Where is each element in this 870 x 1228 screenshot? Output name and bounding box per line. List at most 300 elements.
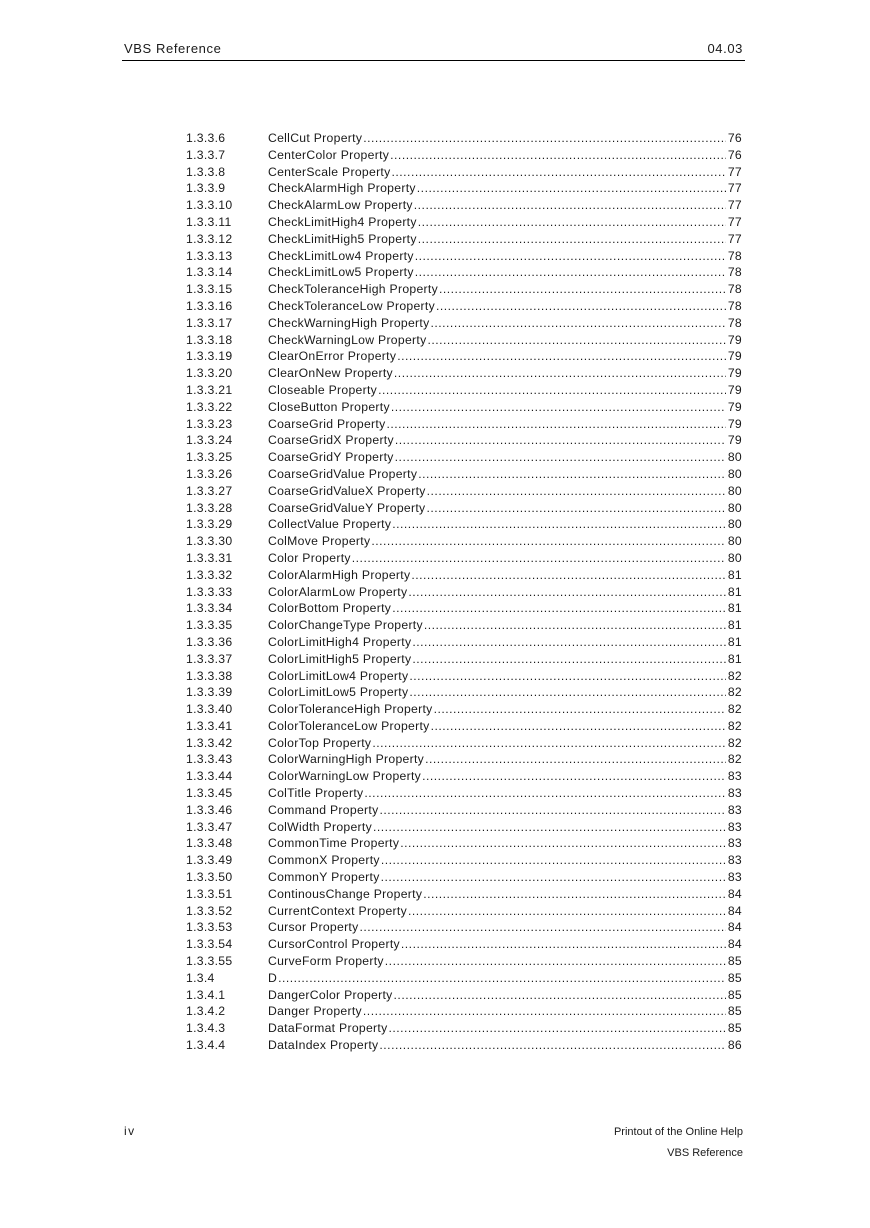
toc-dot-leader bbox=[389, 1020, 726, 1037]
toc-dot-leader bbox=[372, 735, 726, 752]
toc-entry[interactable] bbox=[186, 231, 742, 248]
toc-entry-title-line bbox=[268, 718, 742, 735]
toc-dot-leader bbox=[278, 970, 726, 987]
toc-entry[interactable] bbox=[186, 197, 742, 214]
footer-page-number: iv bbox=[124, 1124, 136, 1138]
toc-entry-page: 82 bbox=[727, 702, 742, 717]
toc-entry-title: ColorToleranceLow Property bbox=[268, 718, 430, 733]
toc-entry-title-line bbox=[268, 264, 742, 281]
toc-entry-title: CheckWarningHigh Property bbox=[268, 315, 430, 330]
toc-entry-number: 1.3.3.47 bbox=[186, 819, 233, 834]
toc-entry-page: 80 bbox=[727, 550, 742, 565]
page-header bbox=[122, 40, 745, 61]
toc-entry-page: 85 bbox=[727, 970, 742, 985]
toc-entry-number: 1.3.3.9 bbox=[186, 181, 226, 196]
toc-entry-number: 1.3.4.2 bbox=[186, 1004, 226, 1019]
toc-entry-page: 77 bbox=[727, 164, 742, 179]
toc-dot-leader bbox=[394, 987, 726, 1004]
toc-entry-title: CoarseGrid Property bbox=[268, 416, 386, 431]
toc-entry-title: CollectValue Property bbox=[268, 517, 392, 532]
toc-dot-leader bbox=[418, 214, 726, 231]
toc-dot-leader bbox=[418, 231, 726, 248]
toc-entry-number: 1.3.3.49 bbox=[186, 853, 233, 868]
footer-line-1: Printout of the Online Help bbox=[613, 1126, 743, 1138]
toc-entry-page: 79 bbox=[727, 349, 742, 364]
toc-entry-page: 86 bbox=[727, 1038, 742, 1053]
toc-entry-number: 1.3.3.25 bbox=[186, 450, 233, 465]
toc-entry-title: ColTitle Property bbox=[268, 786, 364, 801]
toc-dot-leader bbox=[427, 483, 726, 500]
toc-dot-leader bbox=[427, 332, 725, 349]
toc-entry[interactable] bbox=[186, 500, 742, 517]
toc-entry-number: 1.3.4.3 bbox=[186, 1021, 226, 1036]
toc-entry-number: 1.3.3.21 bbox=[186, 382, 233, 397]
toc-entry-title-line bbox=[268, 819, 742, 836]
toc-entry-number: 1.3.3.34 bbox=[186, 601, 233, 616]
toc-entry[interactable] bbox=[186, 718, 742, 735]
toc-entry-title-line bbox=[268, 768, 742, 785]
toc-entry[interactable] bbox=[186, 1020, 742, 1037]
toc-entry-title: CoarseGridX Property bbox=[268, 433, 394, 448]
toc-entry-number: 1.3.3.18 bbox=[186, 332, 233, 347]
toc-entry-number: 1.3.3.31 bbox=[186, 550, 233, 565]
toc-entry[interactable] bbox=[186, 449, 742, 466]
toc-entry-page: 85 bbox=[727, 987, 742, 1002]
toc-entry-title-line bbox=[268, 399, 742, 416]
toc-entry[interactable] bbox=[186, 332, 742, 349]
toc-entry-title-line bbox=[268, 348, 742, 365]
toc-entry[interactable] bbox=[186, 785, 742, 802]
toc-entry-number: 1.3.3.20 bbox=[186, 366, 233, 381]
toc-entry-number: 1.3.3.46 bbox=[186, 802, 233, 817]
footer-line-2: VBS Reference bbox=[667, 1147, 743, 1159]
toc-entry[interactable] bbox=[186, 819, 742, 836]
table-of-contents bbox=[186, 130, 742, 1054]
toc-entry-number: 1.3.3.7 bbox=[186, 147, 226, 162]
header-version: 04.03 bbox=[707, 41, 743, 56]
toc-entry-number: 1.3.3.17 bbox=[186, 315, 233, 330]
toc-entry[interactable] bbox=[186, 399, 742, 416]
toc-entry-number: 1.3.3.36 bbox=[186, 634, 233, 649]
toc-entry-page: 80 bbox=[727, 534, 742, 549]
toc-dot-leader bbox=[363, 1003, 726, 1020]
toc-entry-title-line bbox=[268, 785, 742, 802]
toc-dot-leader bbox=[381, 852, 726, 869]
toc-entry-page: 78 bbox=[727, 265, 742, 280]
toc-dot-leader bbox=[386, 416, 725, 433]
toc-entry-title: ColorLimitLow5 Property bbox=[268, 685, 409, 700]
toc-dot-leader bbox=[431, 718, 726, 735]
toc-entry-page: 77 bbox=[727, 214, 742, 229]
toc-dot-leader bbox=[371, 533, 726, 550]
toc-entry[interactable] bbox=[186, 264, 742, 281]
toc-dot-leader bbox=[373, 819, 726, 836]
toc-entry-number: 1.3.3.38 bbox=[186, 668, 233, 683]
toc-entry-title: CommonY Property bbox=[268, 870, 380, 885]
toc-entry[interactable] bbox=[186, 432, 742, 449]
toc-entry[interactable] bbox=[186, 617, 742, 634]
toc-entry[interactable] bbox=[186, 735, 742, 752]
toc-entry-title-line bbox=[268, 466, 742, 483]
toc-entry[interactable] bbox=[186, 315, 742, 332]
toc-entry-title: CheckLimitLow4 Property bbox=[268, 248, 414, 263]
toc-entry[interactable] bbox=[186, 281, 742, 298]
toc-entry-number: 1.3.3.22 bbox=[186, 399, 233, 414]
toc-entry-number: 1.3.3.42 bbox=[186, 735, 233, 750]
toc-entry-title: CoarseGridValueY Property bbox=[268, 500, 426, 515]
toc-entry[interactable] bbox=[186, 634, 742, 651]
toc-entry-title-line bbox=[268, 365, 742, 382]
toc-entry-title: CommonX Property bbox=[268, 853, 380, 868]
toc-entry-title-line bbox=[268, 248, 742, 265]
toc-entry-title: CoarseGridY Property bbox=[268, 450, 394, 465]
toc-entry-page: 77 bbox=[727, 198, 742, 213]
toc-dot-leader bbox=[431, 315, 726, 332]
toc-entry-page: 82 bbox=[727, 752, 742, 767]
toc-entry-number: 1.3.3.8 bbox=[186, 164, 226, 179]
toc-dot-leader bbox=[392, 600, 726, 617]
toc-entry-number: 1.3.3.12 bbox=[186, 231, 233, 246]
toc-entry-page: 84 bbox=[727, 886, 742, 901]
toc-dot-leader bbox=[425, 751, 726, 768]
toc-entry[interactable] bbox=[186, 886, 742, 903]
toc-dot-leader bbox=[397, 348, 726, 365]
toc-entry-title-line bbox=[268, 332, 742, 349]
toc-entry-number: 1.3.3.50 bbox=[186, 870, 233, 885]
toc-entry-title: ColorLimitHigh5 Property bbox=[268, 651, 412, 666]
toc-entry-title-line bbox=[268, 617, 742, 634]
toc-entry-page: 78 bbox=[727, 282, 742, 297]
toc-entry-title-line bbox=[268, 432, 742, 449]
toc-entry-number: 1.3.3.37 bbox=[186, 651, 233, 666]
toc-entry-number: 1.3.3.15 bbox=[186, 282, 233, 297]
toc-entry[interactable] bbox=[186, 550, 742, 567]
toc-entry-page: 81 bbox=[727, 584, 742, 599]
toc-entry-number: 1.3.3.43 bbox=[186, 752, 233, 767]
toc-dot-leader bbox=[408, 903, 726, 920]
toc-entry-number: 1.3.3.33 bbox=[186, 584, 233, 599]
toc-entry[interactable] bbox=[186, 382, 742, 399]
toc-entry-page: 81 bbox=[727, 651, 742, 666]
toc-entry-title-line bbox=[268, 1003, 742, 1020]
toc-entry-title-line bbox=[268, 684, 742, 701]
toc-entry-title-line bbox=[268, 1020, 742, 1037]
toc-entry-page: 78 bbox=[727, 315, 742, 330]
toc-entry-title-line bbox=[268, 214, 742, 231]
toc-entry[interactable] bbox=[186, 751, 742, 768]
toc-entry[interactable] bbox=[186, 802, 742, 819]
toc-entry[interactable] bbox=[186, 298, 742, 315]
toc-entry-title-line bbox=[268, 180, 742, 197]
toc-dot-leader bbox=[439, 281, 726, 298]
toc-dot-leader bbox=[395, 449, 726, 466]
toc-entry-title: ColorWarningHigh Property bbox=[268, 752, 425, 767]
toc-entry-number: 1.3.3.41 bbox=[186, 718, 233, 733]
toc-entry-page: 81 bbox=[727, 601, 742, 616]
toc-entry-title-line bbox=[268, 869, 742, 886]
toc-entry-number: 1.3.3.11 bbox=[186, 214, 232, 229]
toc-entry-title: CheckLimitHigh5 Property bbox=[268, 231, 417, 246]
toc-dot-leader bbox=[379, 802, 725, 819]
toc-dot-leader bbox=[434, 701, 726, 718]
toc-entry-title-line bbox=[268, 281, 742, 298]
toc-entry-title: CheckToleranceHigh Property bbox=[268, 282, 438, 297]
toc-entry-title-line bbox=[268, 886, 742, 903]
toc-entry-page: 80 bbox=[727, 450, 742, 465]
toc-entry[interactable] bbox=[186, 348, 742, 365]
toc-entry-title: ColorWarningLow Property bbox=[268, 769, 422, 784]
toc-entry-title: Cursor Property bbox=[268, 920, 359, 935]
toc-entry-page: 79 bbox=[727, 382, 742, 397]
toc-entry-page: 79 bbox=[727, 433, 742, 448]
toc-entry-title: Danger Property bbox=[268, 1004, 362, 1019]
toc-entry-number: 1.3.4 bbox=[186, 970, 215, 985]
toc-dot-leader bbox=[352, 550, 726, 567]
toc-entry-number: 1.3.4.1 bbox=[186, 987, 226, 1002]
toc-entry[interactable] bbox=[186, 919, 742, 936]
toc-entry-title: CloseButton Property bbox=[268, 399, 390, 414]
toc-entry[interactable] bbox=[186, 533, 742, 550]
toc-entry-page: 80 bbox=[727, 466, 742, 481]
toc-entry-title: ColorAlarmLow Property bbox=[268, 584, 408, 599]
toc-dot-leader bbox=[363, 130, 726, 147]
toc-entry[interactable] bbox=[186, 835, 742, 852]
toc-dot-leader bbox=[422, 768, 726, 785]
toc-entry[interactable] bbox=[186, 852, 742, 869]
toc-entry-title-line bbox=[268, 668, 742, 685]
toc-entry-page: 83 bbox=[727, 769, 742, 784]
toc-entry[interactable] bbox=[186, 684, 742, 701]
toc-entry-title: DataIndex Property bbox=[268, 1038, 379, 1053]
toc-entry-page: 85 bbox=[727, 954, 742, 969]
toc-entry-number: 1.3.3.24 bbox=[186, 433, 233, 448]
toc-entry-page: 80 bbox=[727, 483, 742, 498]
toc-entry-page: 79 bbox=[727, 399, 742, 414]
toc-entry[interactable] bbox=[186, 668, 742, 685]
toc-entry-number: 1.3.3.13 bbox=[186, 248, 233, 263]
toc-entry-title: CheckAlarmLow Property bbox=[268, 198, 413, 213]
toc-entry-number: 1.3.3.52 bbox=[186, 903, 233, 918]
toc-entry[interactable] bbox=[186, 483, 742, 500]
toc-dot-leader bbox=[411, 567, 725, 584]
toc-entry-title: CheckLimitHigh4 Property bbox=[268, 214, 417, 229]
toc-entry[interactable] bbox=[186, 130, 742, 147]
toc-entry-title-line bbox=[268, 197, 742, 214]
toc-entry-page: 76 bbox=[727, 131, 742, 145]
toc-entry-page: 81 bbox=[727, 618, 742, 633]
toc-dot-leader bbox=[390, 147, 726, 164]
toc-entry-title-line bbox=[268, 164, 742, 181]
toc-entry[interactable] bbox=[186, 1037, 742, 1054]
toc-dot-leader bbox=[426, 500, 725, 517]
toc-entry-title: CoarseGridValueX Property bbox=[268, 483, 426, 498]
toc-entry-number: 1.3.3.27 bbox=[186, 483, 233, 498]
toc-dot-leader bbox=[436, 298, 726, 315]
toc-dot-leader bbox=[400, 835, 726, 852]
toc-entry-title-line bbox=[268, 1037, 742, 1054]
toc-entry-page: 83 bbox=[727, 819, 742, 834]
toc-entry[interactable] bbox=[186, 584, 742, 601]
toc-entry-title: DataFormat Property bbox=[268, 1021, 388, 1036]
toc-entry-title: ColorToleranceHigh Property bbox=[268, 702, 433, 717]
toc-dot-leader bbox=[378, 382, 726, 399]
toc-entry[interactable] bbox=[186, 214, 742, 231]
toc-entry-title: CenterScale Property bbox=[268, 164, 391, 179]
toc-dot-leader bbox=[409, 684, 726, 701]
toc-entry-page: 82 bbox=[727, 735, 742, 750]
toc-entry[interactable] bbox=[186, 147, 742, 164]
toc-entry[interactable] bbox=[186, 416, 742, 433]
toc-entry-title: ClearOnError Property bbox=[268, 349, 397, 364]
toc-entry-title-line bbox=[268, 516, 742, 533]
toc-entry[interactable] bbox=[186, 987, 742, 1004]
toc-entry-page: 77 bbox=[727, 181, 742, 196]
toc-entry-page: 76 bbox=[727, 147, 742, 162]
toc-entry-title-line bbox=[268, 449, 742, 466]
toc-entry-title: CheckToleranceLow Property bbox=[268, 298, 435, 313]
toc-entry-page: 84 bbox=[727, 903, 742, 918]
toc-entry-number: 1.3.3.26 bbox=[186, 466, 233, 481]
toc-entry-number: 1.3.3.29 bbox=[186, 517, 233, 532]
toc-entry-page: 78 bbox=[727, 298, 742, 313]
toc-dot-leader bbox=[415, 264, 726, 281]
toc-entry-title: Command Property bbox=[268, 802, 379, 817]
toc-entry-title-line bbox=[268, 550, 742, 567]
toc-entry-title-line bbox=[268, 231, 742, 248]
toc-entry-page: 83 bbox=[727, 870, 742, 885]
toc-entry[interactable] bbox=[186, 651, 742, 668]
toc-entry-number: 1.3.3.32 bbox=[186, 567, 233, 582]
toc-dot-leader bbox=[412, 651, 725, 668]
toc-entry-title-line bbox=[268, 953, 742, 970]
toc-entry-title-line bbox=[268, 936, 742, 953]
toc-entry-page: 84 bbox=[727, 937, 742, 952]
toc-entry-number: 1.3.3.44 bbox=[186, 769, 233, 784]
toc-entry[interactable] bbox=[186, 953, 742, 970]
toc-dot-leader bbox=[401, 936, 726, 953]
toc-entry[interactable] bbox=[186, 567, 742, 584]
toc-entry[interactable] bbox=[186, 869, 742, 886]
toc-entry-title: D bbox=[268, 970, 278, 985]
toc-entry[interactable] bbox=[186, 1003, 742, 1020]
toc-entry[interactable] bbox=[186, 466, 742, 483]
toc-entry-page: 83 bbox=[727, 802, 742, 817]
toc-dot-leader bbox=[364, 785, 725, 802]
toc-entry[interactable] bbox=[186, 701, 742, 718]
toc-entry-title: CursorControl Property bbox=[268, 937, 400, 952]
toc-entry[interactable] bbox=[186, 365, 742, 382]
toc-entry-title-line bbox=[268, 903, 742, 920]
toc-entry-title: ColorChangeType Property bbox=[268, 618, 423, 633]
toc-entry-number: 1.3.3.53 bbox=[186, 920, 233, 935]
toc-dot-leader bbox=[392, 164, 726, 181]
toc-entry-page: 85 bbox=[727, 1004, 742, 1019]
toc-entry[interactable] bbox=[186, 516, 742, 533]
toc-entry-page: 82 bbox=[727, 685, 742, 700]
toc-entry-title: DangerColor Property bbox=[268, 987, 393, 1002]
toc-dot-leader bbox=[423, 886, 726, 903]
toc-dot-leader bbox=[409, 668, 726, 685]
toc-entry-title: ContinousChange Property bbox=[268, 886, 423, 901]
toc-entry-title-line bbox=[268, 147, 742, 164]
toc-entry-title-line bbox=[268, 382, 742, 399]
toc-entry-title: Closeable Property bbox=[268, 382, 378, 397]
toc-entry-title-line bbox=[268, 970, 742, 987]
toc-entry-title: CheckLimitLow5 Property bbox=[268, 265, 414, 280]
toc-entry-number: 1.3.3.14 bbox=[186, 265, 233, 280]
toc-entry-title: CenterColor Property bbox=[268, 147, 390, 162]
toc-entry-number: 1.3.3.35 bbox=[186, 618, 233, 633]
toc-entry-title-line bbox=[268, 919, 742, 936]
toc-dot-leader bbox=[417, 180, 726, 197]
toc-entry-title: CheckWarningLow Property bbox=[268, 332, 427, 347]
toc-entry-number: 1.3.3.6 bbox=[186, 131, 226, 145]
toc-entry-title-line bbox=[268, 500, 742, 517]
toc-dot-leader bbox=[385, 953, 726, 970]
toc-entry-number: 1.3.3.19 bbox=[186, 349, 233, 364]
toc-entry-title-line bbox=[268, 600, 742, 617]
toc-entry[interactable] bbox=[186, 768, 742, 785]
toc-entry[interactable] bbox=[186, 600, 742, 617]
toc-entry-page: 85 bbox=[727, 1021, 742, 1036]
toc-dot-leader bbox=[414, 197, 726, 214]
toc-entry-title: ClearOnNew Property bbox=[268, 366, 393, 381]
toc-entry-number: 1.3.3.23 bbox=[186, 416, 233, 431]
toc-entry-number: 1.3.3.16 bbox=[186, 298, 233, 313]
toc-entry-page: 81 bbox=[727, 634, 742, 649]
toc-entry-title: CoarseGridValue Property bbox=[268, 466, 418, 481]
toc-entry-title: ColWidth Property bbox=[268, 819, 372, 834]
toc-entry-title-line bbox=[268, 416, 742, 433]
toc-dot-leader bbox=[415, 248, 726, 265]
toc-entry-number: 1.3.3.45 bbox=[186, 786, 233, 801]
toc-entry-page: 78 bbox=[727, 248, 742, 263]
toc-entry-number: 1.3.3.51 bbox=[186, 886, 233, 901]
toc-dot-leader bbox=[379, 1037, 725, 1054]
toc-entry-page: 77 bbox=[727, 231, 742, 246]
toc-entry-page: 84 bbox=[727, 920, 742, 935]
toc-entry-title-line bbox=[268, 852, 742, 869]
toc-entry-title-line bbox=[268, 651, 742, 668]
toc-entry-title: ColMove Property bbox=[268, 534, 371, 549]
toc-entry[interactable] bbox=[186, 970, 742, 987]
toc-entry[interactable] bbox=[186, 164, 742, 181]
toc-dot-leader bbox=[381, 869, 726, 886]
toc-entry-number: 1.3.3.10 bbox=[186, 198, 233, 213]
toc-entry-page: 79 bbox=[727, 366, 742, 381]
toc-entry[interactable] bbox=[186, 903, 742, 920]
toc-entry-number: 1.3.3.39 bbox=[186, 685, 233, 700]
toc-dot-leader bbox=[412, 634, 725, 651]
toc-entry-page: 79 bbox=[727, 332, 742, 347]
toc-entry-number: 1.3.3.40 bbox=[186, 702, 233, 717]
toc-entry-title-line bbox=[268, 634, 742, 651]
toc-dot-leader bbox=[392, 516, 726, 533]
toc-entry-page: 82 bbox=[727, 668, 742, 683]
toc-entry[interactable] bbox=[186, 936, 742, 953]
toc-dot-leader bbox=[360, 919, 726, 936]
toc-dot-leader bbox=[395, 432, 726, 449]
toc-entry[interactable] bbox=[186, 248, 742, 265]
toc-entry-title: CommonTime Property bbox=[268, 836, 400, 851]
toc-entry-title: ColorTop Property bbox=[268, 735, 372, 750]
toc-entry-page: 83 bbox=[727, 836, 742, 851]
toc-entry-title-line bbox=[268, 751, 742, 768]
toc-entry[interactable] bbox=[186, 180, 742, 197]
toc-entry-title-line bbox=[268, 533, 742, 550]
toc-entry-title: Color Property bbox=[268, 550, 351, 565]
toc-entry-title-line bbox=[268, 735, 742, 752]
